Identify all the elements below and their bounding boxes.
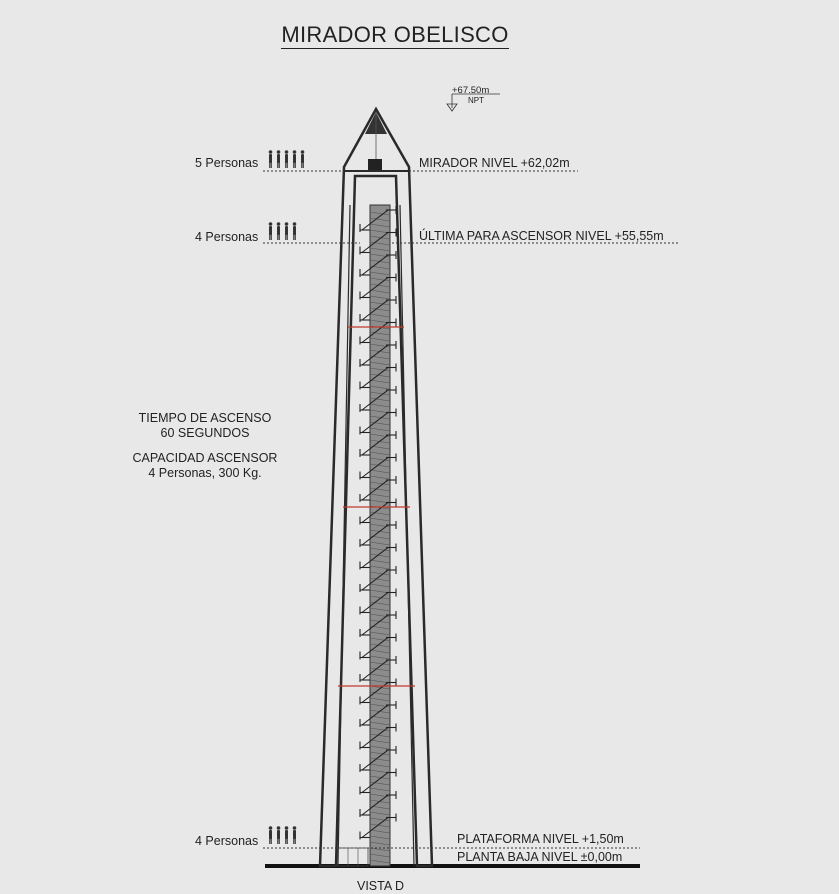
- top-marker-sub: NPT: [468, 96, 484, 105]
- level-label-ultima-parada: ÚLTIMA PARA ASCENSOR NIVEL +55,55m: [419, 229, 664, 243]
- person-icon: [293, 222, 297, 240]
- person-icon: [277, 222, 281, 240]
- people-group-mirador: [269, 150, 305, 168]
- person-icon: [293, 150, 297, 168]
- ascent-title: TIEMPO DE ASCENSO: [138, 411, 272, 425]
- people-label-ultima-parada: 4 Personas: [195, 230, 259, 244]
- person-icon: [285, 150, 289, 168]
- people-group-ultima-parada: [269, 222, 297, 240]
- capacity-title: CAPACIDAD ASCENSOR: [132, 451, 278, 465]
- obelisk-inner-right: [400, 205, 414, 866]
- person-icon: [293, 826, 297, 844]
- lookout-window: [368, 159, 382, 171]
- level-label-plataforma: PLATAFORMA NIVEL +1,50m: [457, 832, 624, 846]
- top-marker-value: +67.50m: [452, 85, 490, 96]
- ground-door: [338, 848, 368, 866]
- drawing-title-text: MIRADOR OBELISCO: [281, 22, 509, 47]
- level-label-planta-baja: PLANTA BAJA NIVEL ±0,00m: [457, 850, 623, 864]
- person-icon: [269, 150, 273, 168]
- person-icon: [285, 222, 289, 240]
- view-label: VISTA D: [357, 879, 405, 893]
- person-icon: [285, 826, 289, 844]
- person-icon: [269, 222, 273, 240]
- person-icon: [301, 150, 305, 168]
- people-label-plataforma: 4 Personas: [195, 834, 259, 848]
- person-icon: [277, 150, 281, 168]
- people-group-plataforma: [269, 826, 297, 844]
- people-label-mirador: 5 Personas: [195, 156, 259, 170]
- ascent-value: 60 SEGUNDOS: [160, 426, 250, 440]
- capacity-value: 4 Personas, 300 Kg.: [148, 466, 262, 480]
- person-icon: [277, 826, 281, 844]
- person-icon: [269, 826, 273, 844]
- level-label-mirador: MIRADOR NIVEL +62,02m: [419, 156, 570, 170]
